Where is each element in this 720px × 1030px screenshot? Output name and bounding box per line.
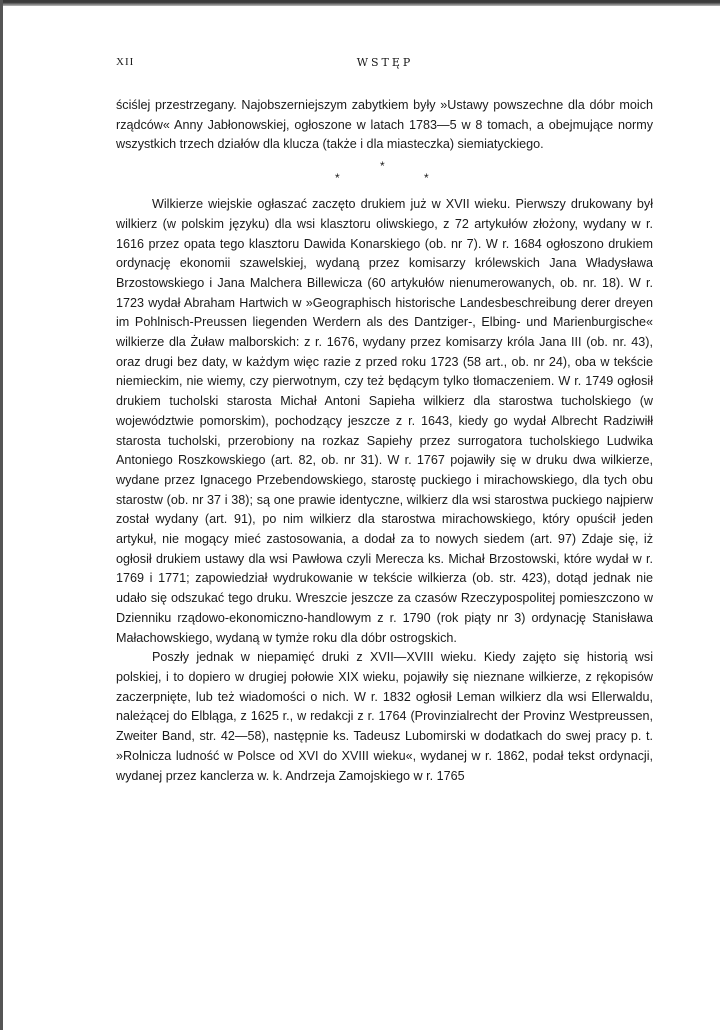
page-number: XII <box>116 56 135 68</box>
paragraph-continued: ściślej przestrzegany. Najobszerniejszym zabytkiem były »Ustawy powszechne dla dóbr moich rządców« Anny Jabłonowskiej, ogłoszone w latach 1783—5 w 8 tomach, a obejmujące normy wszystkich trzech działów dla klucza (także i dla miasteczka) siemiatyckiego. <box>116 98 653 152</box>
asterism-star-top: * <box>380 159 385 174</box>
page-header <box>116 56 654 74</box>
asterism-divider <box>116 155 653 195</box>
asterism-star-right: * <box>424 171 429 186</box>
paragraph-forgotten-prints: Poszły jednak w niepamięć druki z XVII—XVIII wieku. Kiedy zajęto się historią wsi polskiej, i to dopiero w drugiej połowie XIX wieku, pojawiły się nieznane wilkierze, z rękopisów zaczerpnięte, lub też wiadomości o nich. W r. 1832 ogłosił Leman wilkierz dla wsi Ellerwaldu, należącej do Elbląga, z 1625 r., w redakcji z r. 1764 (Provinzialrecht der Provinz Westpreussen, Zweiter Band, str. 42—58), następnie ks. Tadeusz Lubomirski w dodatkach do swej pracy p. t. »Rolnicza ludność w Polsce od XVI do XVIII wieku«, wydanej w r. 1862, podał tekst ordynacji, wydanej przez kanclerza w. k. Andrzeja Zamojskiego w r. 1765 <box>116 650 653 783</box>
body-text <box>116 96 653 786</box>
running-title: WSTĘP <box>356 56 414 69</box>
page-left-edge <box>0 0 3 1030</box>
paragraph-printed-wilkierze: Wilkierze wiejskie ogłaszać zaczęto drukiem już w XVII wieku. Pierwszy drukowany był wilkierz (w polskim języku) dla wsi klasztoru oliwskiego, z 72 artykułów złożony, wydany w r. 1616 przez opata tego klasztoru Dawida Konarskiego (ob. nr 7). W r. 1684 ogłoszono drukiem ordynację ekonomii szawelskiej, wydaną przez komisarzy królewskich Jana Władysława Brzostowskiego i Jana Malchera Billewicza (60 artykułów nienumerowanych, ob. nr. 18). W r. 1723 wydał Abraham Hartwich w »Geographisch historische Landesbeschreibung derer dreyen im Pohlnisch-Preussen liegenden Werdern als des Dantziger-, Elbing- und Marienburgische« wilkierze dla Żuław malborskich: z r. 1676, wydany przez komisarzy króla Jana III (ob. nr. 43), oraz drugi bez daty, w każdym więc razie z przed roku 1723 (58 art., ob. nr 24), oba w tekście niemieckim, nie wiemy, czy pierwotnym, czy też będącym tylko tłomaczeniem. W r. 1749 ogłosił drukiem tucholski starosta Michał Antoni Sapieha wilkierz dla starostwa tucholskiego (w województwie pomorskim), pochodzący jeszcze z r. 1643, kiedy go wydał Albrecht Radziwiłł starosta tucholski, przerobiony na rozkaz Sapiehy przez surrogatora tucholskiego Ludwika Antoniego Roszkowskiego (art. 82, ob. nr 31). W r. 1767 pojawiły się w druku dwa wilkierze, wydane przez Ignacego Przebendowskiego, starostę puckiego i mirachowskiego, dla tych obu starostw (ob. nr 37 i 38); są one prawie identyczne, wilkierz dla wsi starostwa puckiego najpierw został wydany (art. 91), po nim wilkierz dla starostwa mirachowskiego, który opuścił jeden artykuł, nie mogący mieć zastosowania, a dodał za to nowych siedem (art. 97) Zdaje się, iż ogłosił drukiem ustawy dla wsi Pawłowa czyli Merecza ks. Michał Brzostowski, które wydał w r. 1769 i 1771; zapowiedział wydrukowanie w tekście wilkierza (ob. str. 423), dotąd jednak nie udało się odszukać tego druku. Wreszcie jeszcze za czasów Rzeczypospolitej pomieszczono w Dzienniku rządowo-ekonomiczno-handlowym z r. 1790 (rok piąty nr 3) ordynację Stanisława Małachowskiego, wydaną w tymże roku dla dóbr ostrogskich. <box>116 197 653 645</box>
page-top-rule <box>0 0 720 6</box>
asterism-star-left: * <box>335 171 340 186</box>
